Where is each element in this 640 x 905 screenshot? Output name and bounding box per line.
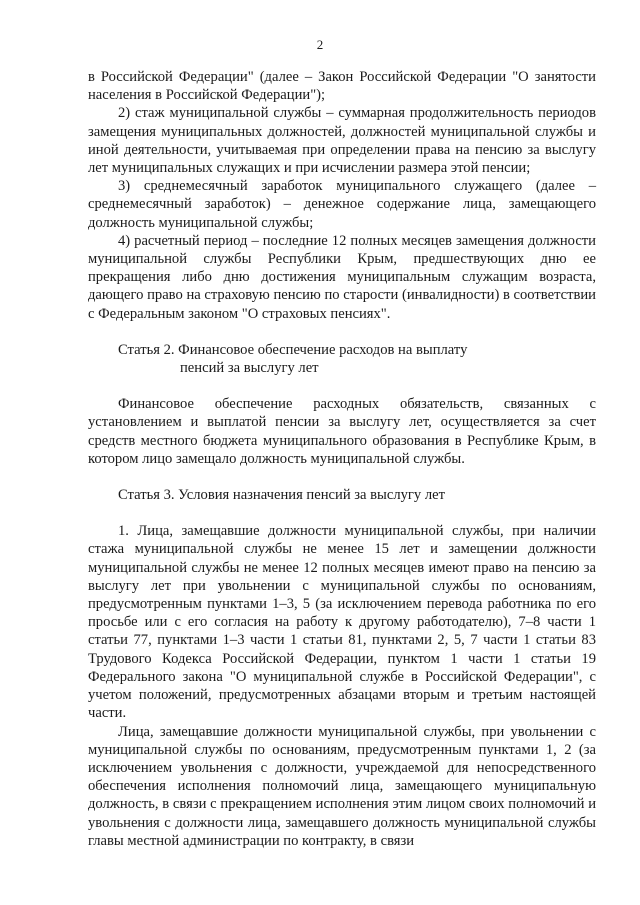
document-body <box>88 68 596 850</box>
paragraph-continuation: в Российской Федерации" (далее – Закон Российской Федерации "О занятости населения в Российской Федерации"); <box>88 69 596 104</box>
spacer <box>88 323 596 341</box>
article-3-part-1-paragraph-2: Лица, замещавшие должности муниципальной службы, при увольнении с муниципальной службы по основаниям, предусмотренным пунктами 1, 2 (за исключением увольнения с должности, учреждаемой для непосредственного обеспечения исполнения полномочий лица, замещающего муниципальную должность, в связи с прекращением исполнения этим лицом своих полномочий и увольнения с должности лица, замещавшего должность муниципальной службы главы местной администрации по контракту, в связи <box>88 723 596 849</box>
article-3-heading: Статья 3. Условия назначения пенсий за выслугу лет <box>118 487 445 504</box>
article-2-heading-line-1: Статья 2. Финансовое обеспечение расходов на выплату <box>118 341 468 358</box>
spacer <box>88 377 596 395</box>
article-3-part-1: 1. Лица, замещавшие должности муниципальной службы, при наличии стажа муниципальной службы не менее 15 лет и замещении должности муниципальной службы не менее 12 полных месяцев имеют право на пенсию за выслугу лет при увольнении с муниципальной службы по основаниям, предусмотренным пунктами 1–3, 5 (за исключением перевода работника по его просьбе или с его согласия на работу к другому работодателю), 7–8 части 1 статьи 77, пунктами 1–3 части 1 статьи 81, пунктами 2, 5, 7 части 1 статьи 83 Трудового Кодекса Российской Федерации, пунктом 1 части 1 статьи 19 Федерального закона "О муниципальной службе в Российской Федерации", с учетом положений, предусмотренных абзацами вторым и третьим настоящей части. <box>88 523 596 722</box>
article-2-paragraph: Финансовое обеспечение расходных обязательств, связанных с установлением и выплатой пенсии за выслугу лет, осуществляется за счет средств местного бюджета муниципального образования в Республике Крым, в котором лицо замещало должность муниципальной службы. <box>88 396 596 467</box>
paragraph-item-3: 3) среднемесячный заработок муниципального служащего (далее – среднемесячный заработок) – денежное содержание лица, замещающего должность муниципальной службы; <box>88 178 596 231</box>
article-2-heading <box>88 341 596 377</box>
spacer <box>88 504 596 522</box>
article-2-heading-line-2: пенсий за выслугу лет <box>180 360 319 377</box>
paragraph-item-4: 4) расчетный период – последние 12 полных месяцев замещения должности муниципальной службы Республики Крым, предшествующих дню ее прекращения либо дню достижения муниципальным служащим возраста, дающего право на страховую пенсию по старости (инвалидности) в соответствии с Федеральным законом "О страховых пенсиях". <box>88 232 596 322</box>
spacer <box>88 468 596 486</box>
page-number: 2 <box>316 37 324 52</box>
paragraph-item-2: 2) стаж муниципальной службы – суммарная продолжительность периодов замещения муниципальных должностей, должностей муниципальной службы и иной деятельности, учитываемая при определении права на пенсию за выслугу лет муниципальных служащих и при исчислении размера этой пенсии; <box>88 105 596 177</box>
